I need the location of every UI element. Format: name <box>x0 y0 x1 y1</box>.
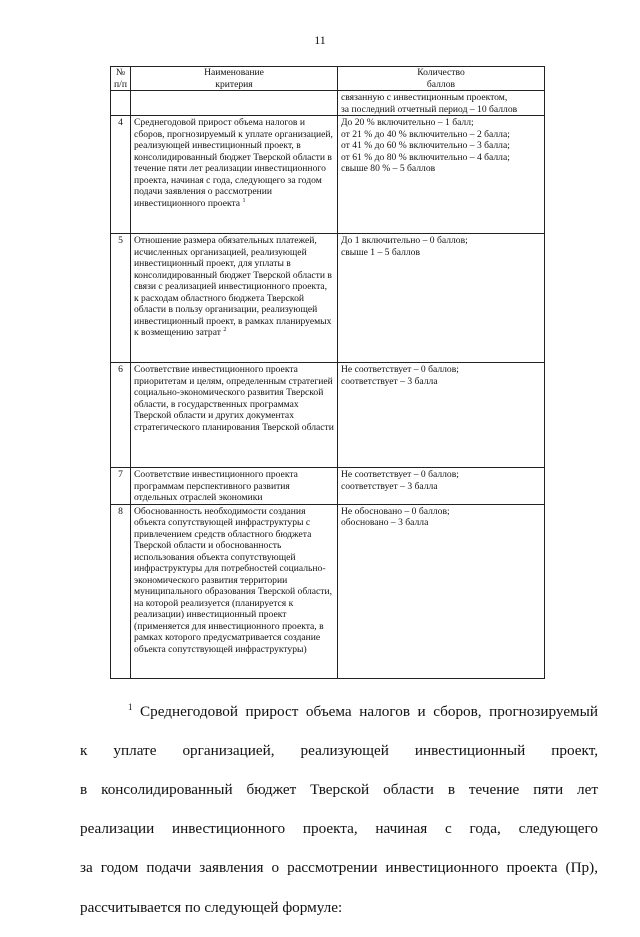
footnote-line <box>80 702 598 722</box>
row-criterion-text: Соответствие инвестиционного проекта программам перспективного развития отдельных отраслей экономики <box>134 469 298 503</box>
footnote-line: рассчитывается по следующей формуле: <box>80 898 343 916</box>
footnote-paragraph-mark: 1 <box>128 701 133 712</box>
footnote-line: реализации инвестиционного проекта, начиная с года, следующего <box>80 820 598 838</box>
header-points: Количество баллов <box>338 67 545 91</box>
row-number: 7 <box>111 468 131 505</box>
header-criterion: Наименование критерия <box>131 67 338 91</box>
footnote-line: за годом подачи заявления о рассмотрении инвестиционного проекта (Пр), <box>80 859 598 877</box>
continued-criterion-cell <box>131 91 338 116</box>
footnote-line: в консолидированный бюджет Тверской области в течение пяти лет <box>80 780 598 798</box>
table-row <box>111 504 545 678</box>
table-row <box>111 116 545 234</box>
footnote-line-text: Среднегодовой прирост объема налогов и сборов, прогнозируемый <box>140 702 598 720</box>
footnote-paragraph <box>80 682 598 937</box>
row-number: 8 <box>111 504 131 678</box>
row-number: 6 <box>111 363 131 468</box>
row-criterion <box>131 116 338 234</box>
row-criterion <box>131 468 338 505</box>
row-points: Не обосновано – 0 баллов; обосновано – 3 балла <box>338 504 545 678</box>
row-criterion <box>131 504 338 678</box>
table-row <box>111 234 545 363</box>
row-points: Не соответствует – 0 баллов; соответствует – 3 балла <box>338 363 545 468</box>
table-row <box>111 363 545 468</box>
header-number: № п/п <box>111 67 131 91</box>
row-points: До 20 % включительно – 1 балл; от 21 % до 40 % включительно – 2 балла; от 41 % до 60 % включительно – 3 балла; от 61 % до 80 % включительно – 4 балла; свыше 80 % – 5 баллов <box>338 116 545 234</box>
page-number: 11 <box>314 33 326 47</box>
table-row <box>111 468 545 505</box>
footnote-mark: 2 <box>223 326 227 333</box>
continued-points-cell: связанную с инвестиционным проектом, за последний отчетный период – 10 баллов <box>338 91 545 116</box>
row-criterion <box>131 363 338 468</box>
row-points: Не соответствует – 0 баллов; соответствует – 3 балла <box>338 468 545 505</box>
row-criterion-text: Среднегодовой прирост объема налогов и сборов, прогнозируемый к уплате организацией, реализующей инвестиционный проект, в консолидированный бюджет Тверской области в течение пяти лет реализации инвестиционного проекта, начиная с года, следующего за годом подачи заявления о рассмотрении инвестиционного проекта <box>134 117 333 209</box>
footnote-mark: 1 <box>242 197 246 204</box>
row-number: 5 <box>111 234 131 363</box>
row-criterion-text: Соответствие инвестиционного проекта приоритетам и целям, определенным стратегией социально-экономического развития Тверской области, в государственных программах Тверской области и других документах стратегического планирования Тверской области <box>134 364 334 433</box>
row-points: До 1 включительно – 0 баллов; свыше 1 – 5 баллов <box>338 234 545 363</box>
table-header-row <box>111 67 545 91</box>
continued-number-cell <box>111 91 131 116</box>
row-criterion-text: Отношение размера обязательных платежей, исчисленных организацией, реализующей инвестиционный проект, для уплаты в консолидированный бюджет Тверской области в связи с реализацией инвестиционного проекта, к расходам областного бюджета Тверской области в пользу организации, реализующей инвестиционный проект, в рамках планируемых к возмещению затрат <box>134 235 332 338</box>
row-number: 4 <box>111 116 131 234</box>
table-row-continued <box>111 91 545 116</box>
criteria-table <box>110 66 545 679</box>
footnote-line: к уплате организацией, реализующей инвестиционный проект, <box>80 741 598 759</box>
row-criterion <box>131 234 338 363</box>
row-criterion-text: Обоснованность необходимости создания объекта сопутствующей инфраструктуры с привлечением средств областного бюджета Тверской области и обоснованность использования объекта сопутствующей инфраструктуры для потребностей социально-экономического развития территории муниципального образования Тверской области, на которой реализуется (планируется к реализации) инвестиционный проект (применяется для инвестиционного проекта, в рамках которого предусматривается создание объекта сопутствующей инфраструктуры) <box>134 505 333 655</box>
